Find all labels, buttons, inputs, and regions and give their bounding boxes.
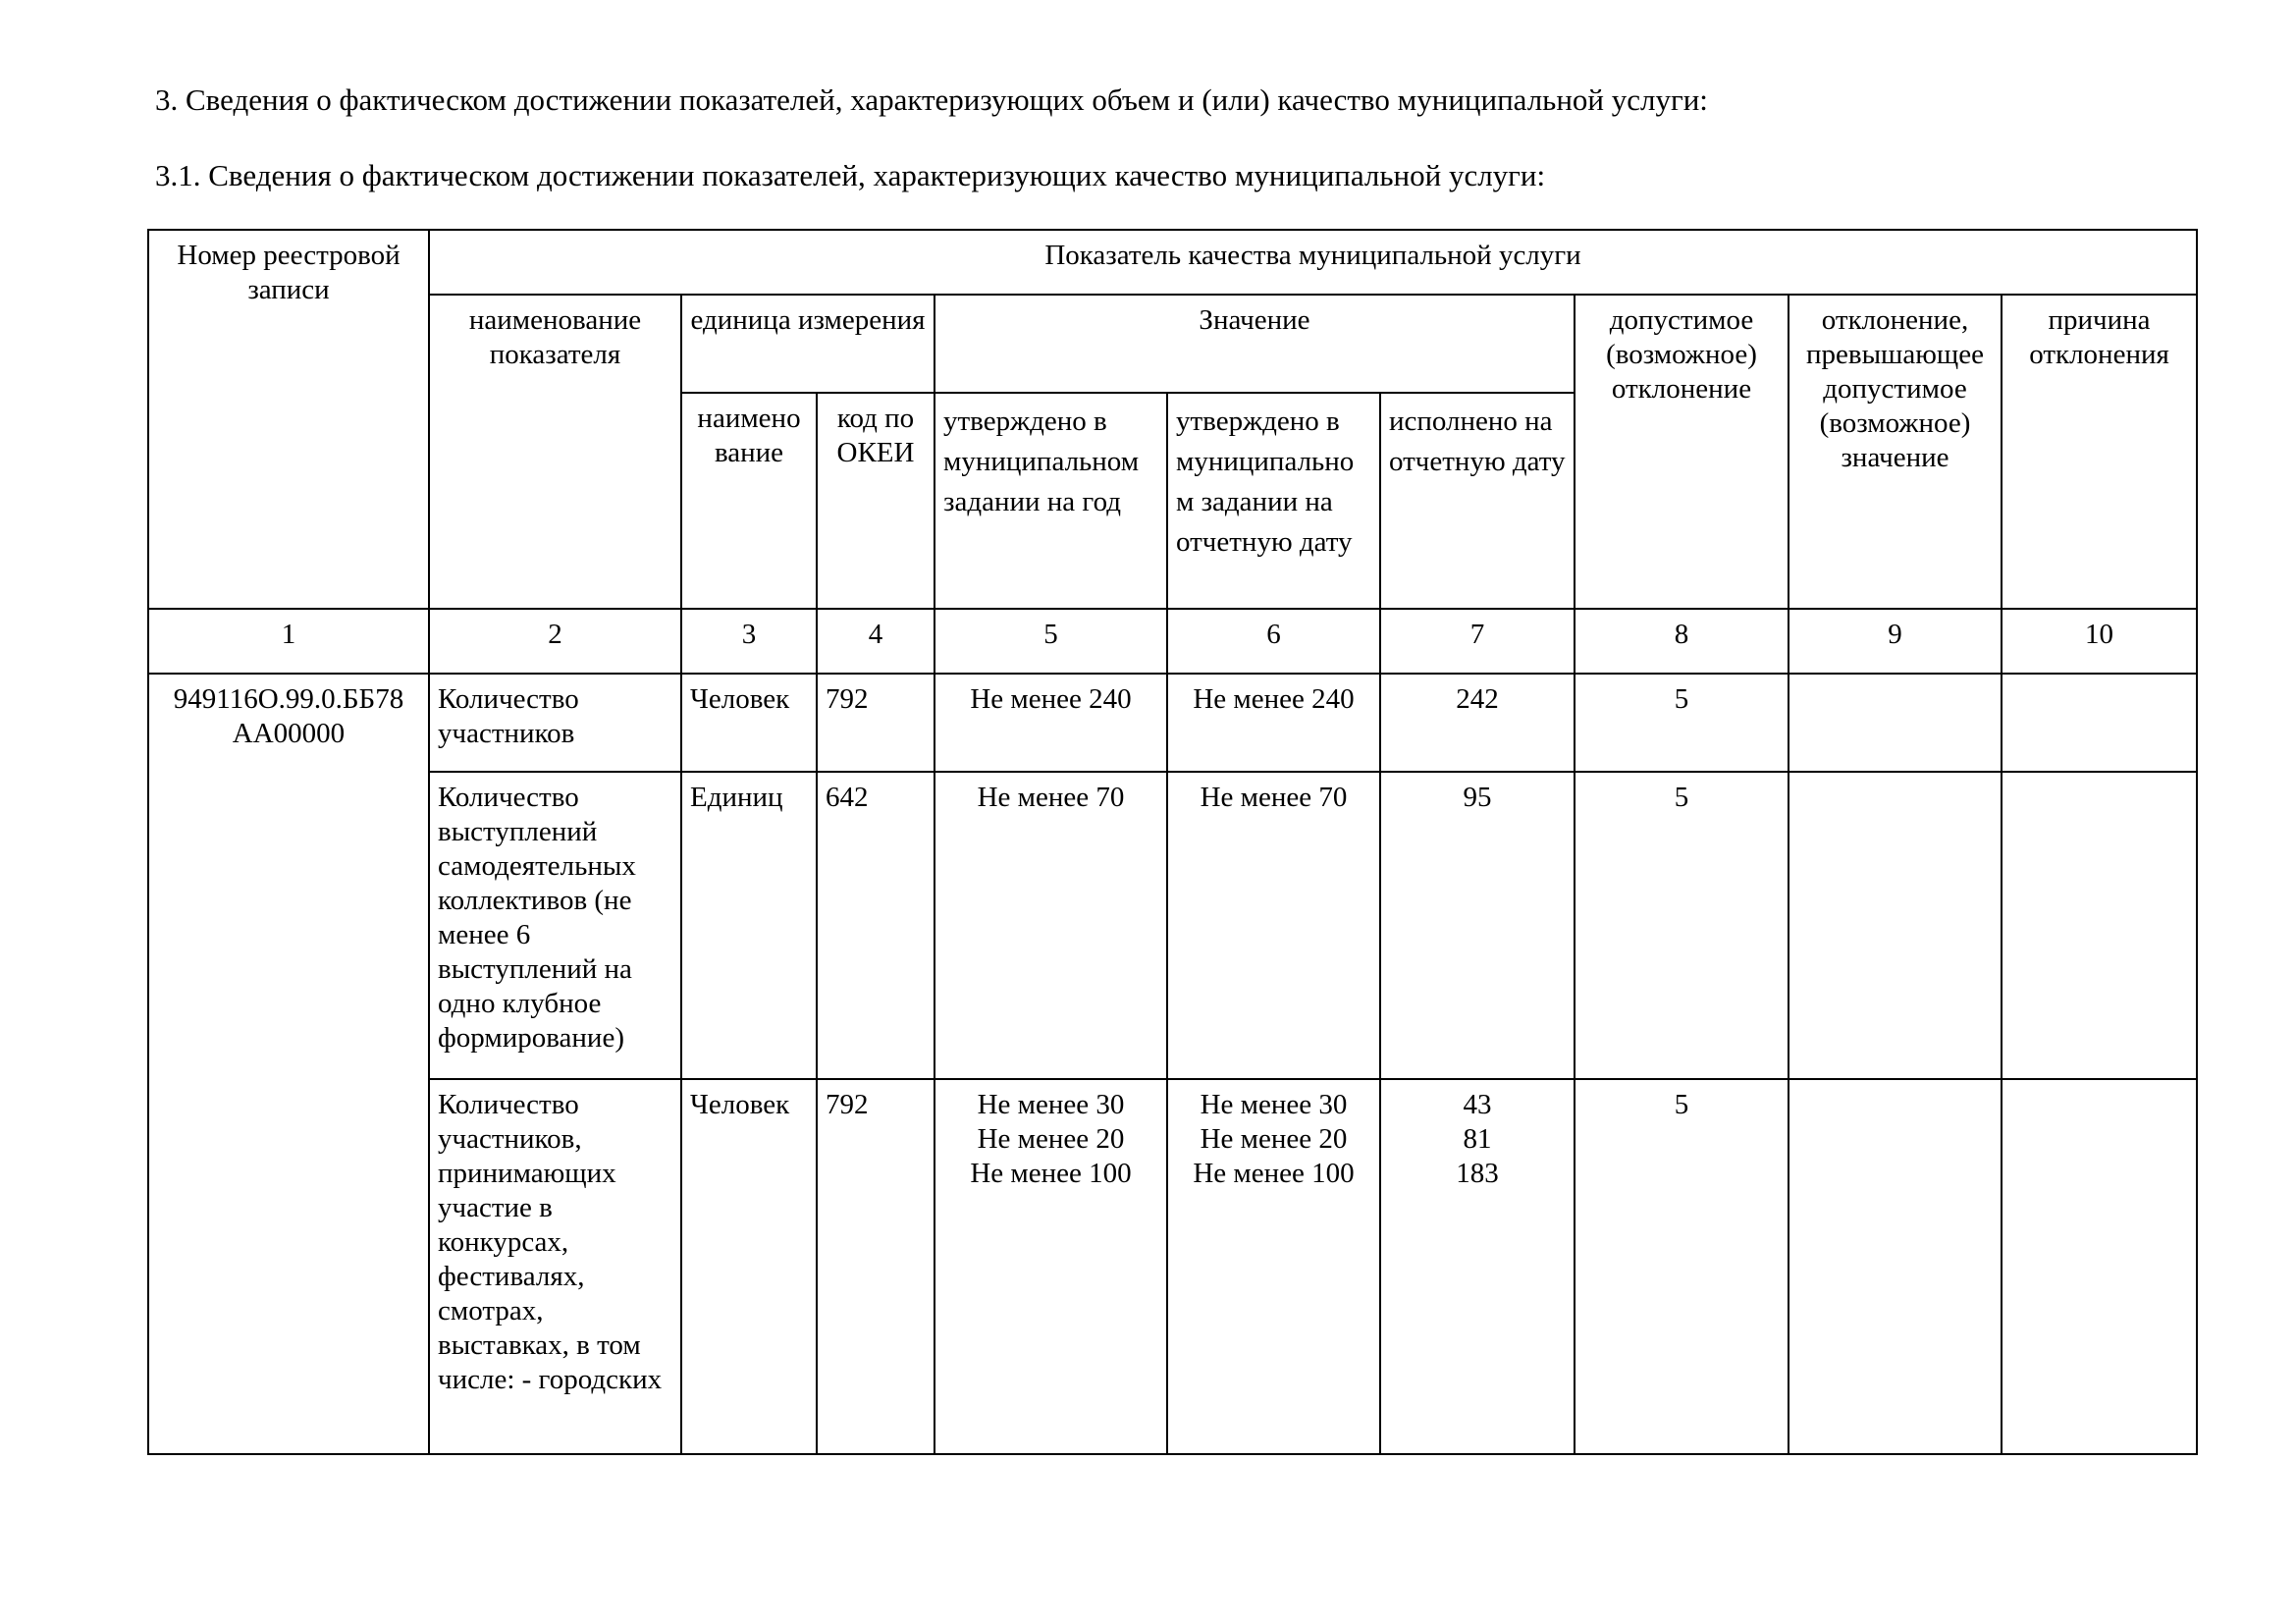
header-row-1: [148, 230, 2197, 295]
value-line: Не менее 100: [970, 1158, 1132, 1189]
table-row: [148, 772, 2197, 1079]
deviation-reason-cell: [2002, 772, 2197, 1079]
allowed-deviation-cell: 5: [1575, 1079, 1789, 1454]
okei-code-cell: 792: [817, 674, 934, 772]
approved-date-cell: [1167, 674, 1380, 772]
value-line: 43: [1463, 1089, 1492, 1120]
column-numbers-row: [148, 609, 2197, 674]
approved-year-cell: [934, 1079, 1167, 1454]
value-line: Не менее 240: [1193, 683, 1355, 715]
value-line: Не менее 30: [977, 1089, 1125, 1120]
registry-number-cell: 949116О.99.0.ББ78 АА00000: [148, 674, 429, 1454]
exceeding-deviation-cell: [1789, 1079, 2002, 1454]
indicator-name-header: наименование показателя: [429, 295, 681, 609]
quality-indicator-header: Показатель качества муниципальной услуги: [429, 230, 2197, 295]
section-3-1-heading: 3.1. Сведения о фактическом достижении показателей, характеризующих качество муниципальной услуги:: [155, 158, 1546, 192]
executed-date-header: исполнено на отчетную дату: [1380, 393, 1575, 609]
value-line: 183: [1456, 1158, 1499, 1189]
table-row: [148, 1079, 2197, 1454]
column-number: 7: [1380, 609, 1575, 674]
exceeding-deviation-cell: [1789, 674, 2002, 772]
header-row-2: [148, 295, 2197, 393]
executed-cell: [1380, 772, 1575, 1079]
value-line: 242: [1456, 683, 1499, 715]
approved-date-header: утверждено в муниципально м задании на отчетную дату: [1167, 393, 1380, 609]
okei-code-cell: 792: [817, 1079, 934, 1454]
indicator-name-cell: Количество участников: [429, 674, 681, 772]
value-header: Значение: [934, 295, 1575, 393]
value-line: Не менее 20: [1200, 1123, 1348, 1155]
approved-date-cell: [1167, 1079, 1380, 1454]
value-line: Не менее 20: [977, 1123, 1125, 1155]
value-line: Не менее 70: [1200, 782, 1348, 813]
column-number: 4: [817, 609, 934, 674]
unit-header: единица измерения: [681, 295, 934, 393]
allowed-deviation-header: допустимое (возможное) отклонение: [1575, 295, 1789, 609]
unit-name-cell: Единиц: [681, 772, 817, 1079]
unit-name-cell: Человек: [681, 1079, 817, 1454]
column-number: 5: [934, 609, 1167, 674]
unit-name-cell: Человек: [681, 674, 817, 772]
unit-name-header: наимено вание: [681, 393, 817, 609]
approved-year-cell: [934, 674, 1167, 772]
column-number: 10: [2002, 609, 2197, 674]
allowed-deviation-cell: 5: [1575, 674, 1789, 772]
executed-cell: [1380, 674, 1575, 772]
exceeding-deviation-cell: [1789, 772, 2002, 1079]
indicator-name-cell: Количество выступлений самодеятельных коллективов (не менее 6 выступлений на одно клубное формирование): [429, 772, 681, 1079]
registry-number-header: Номер реестровой записи: [148, 230, 429, 609]
okei-code-header: код по ОКЕИ: [817, 393, 934, 609]
quality-indicators-table: [147, 229, 2198, 1455]
table-row: [148, 674, 2197, 772]
value-line: Не менее 100: [1193, 1158, 1355, 1189]
column-number: 8: [1575, 609, 1789, 674]
allowed-deviation-cell: 5: [1575, 772, 1789, 1079]
indicator-name-cell: Количество участников, принимающих участие в конкурсах, фестивалях, смотрах, выставках, в том числе: - городских: [429, 1079, 681, 1454]
section-3-heading: 3. Сведения о фактическом достижении показателей, характеризующих объем и (или) качество муниципальной услуги:: [155, 82, 1708, 117]
approved-year-cell: [934, 772, 1167, 1079]
value-line: Не менее 30: [1200, 1089, 1348, 1120]
executed-cell: [1380, 1079, 1575, 1454]
column-number: 9: [1789, 609, 2002, 674]
value-line: Не менее 70: [977, 782, 1125, 813]
okei-code-cell: 642: [817, 772, 934, 1079]
value-line: 81: [1463, 1123, 1492, 1155]
value-line: Не менее 240: [970, 683, 1132, 715]
exceeding-deviation-header: отклонение, превышающее допустимое (возможное) значение: [1789, 295, 2002, 609]
column-number: 3: [681, 609, 817, 674]
approved-date-cell: [1167, 772, 1380, 1079]
approved-year-header: утверждено в муниципальном задании на год: [934, 393, 1167, 609]
deviation-reason-cell: [2002, 674, 2197, 772]
column-number: 2: [429, 609, 681, 674]
deviation-reason-header: причина отклонения: [2002, 295, 2197, 609]
deviation-reason-cell: [2002, 1079, 2197, 1454]
column-number: 6: [1167, 609, 1380, 674]
column-number: 1: [148, 609, 429, 674]
value-line: 95: [1463, 782, 1492, 813]
